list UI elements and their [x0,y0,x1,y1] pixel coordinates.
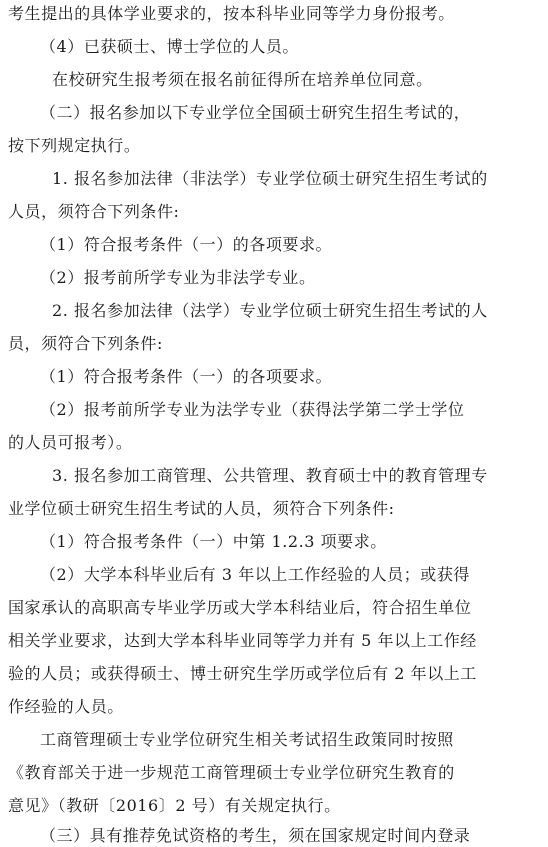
text-line: 按下列规定执行。 [8,136,141,155]
text-line: （2）大学本科毕业后有 3 年以上工作经验的人员；或获得 [40,565,470,584]
text-line: （1）符合报考条件（一）中第 1.2.3 项要求。 [40,532,387,551]
text-line: 3. 报名参加工商管理、公共管理、教育硕士中的教育管理专 [52,466,488,485]
text-line: 在校研究生报考须在报名前征得所在培养单位同意。 [52,70,433,89]
text-line: 相关学业要求，达到大学本科毕业同等学力并有 5 年以上工作经 [8,631,477,650]
text-line: 1. 报名参加法律（非法学）专业学位硕士研究生招生考试的 [52,169,488,188]
text-line: （2）报考前所学专业为非法学专业。 [40,268,316,287]
text-line: 作经验的人员。 [8,697,124,716]
text-line: 工商管理硕士专业学位研究生相关考试招生政策同时按照 [40,730,454,749]
text-line: 业学位硕士研究生招生考试的人员，须符合下列条件: [8,499,395,518]
text-line: 《教育部关于进一步规范工商管理硕士专业学位研究生教育的 [8,763,455,782]
text-line: （1）符合报考条件（一）的各项要求。 [40,235,333,254]
text-line: 意见》（教研〔2016〕2 号）有关规定执行。 [8,796,341,815]
text-line: 考生提出的具体学业要求的，按本科毕业同等学力身份报考。 [8,4,455,23]
text-line: 员，须符合下列条件: [8,334,163,353]
text-line: 2. 报名参加法律（法学）专业学位硕士研究生招生考试的人 [52,301,488,320]
text-line: 国家承认的高职高专毕业学历或大学本科结业后，符合招生单位 [8,598,472,617]
text-line: （1）符合报考条件（一）的各项要求。 [40,367,333,386]
text-line: 人员，须符合下列条件: [8,202,180,221]
text-line: 验的人员；或获得硕士、博士研究生学历或学位后有 2 年以上工 [8,664,477,683]
text-line: （三）具有推荐免试资格的考生，须在国家规定时间内登录 [40,826,471,845]
text-line: （二）报名参加以下专业学位全国硕士研究生招生考试的， [40,103,471,122]
text-line: （4）已获硕士、博士学位的人员。 [40,37,299,56]
text-line: （2）报考前所学专业为法学专业（获得法学第二学士学位 [40,400,465,419]
text-line: 的人员可报考）。 [8,433,133,452]
